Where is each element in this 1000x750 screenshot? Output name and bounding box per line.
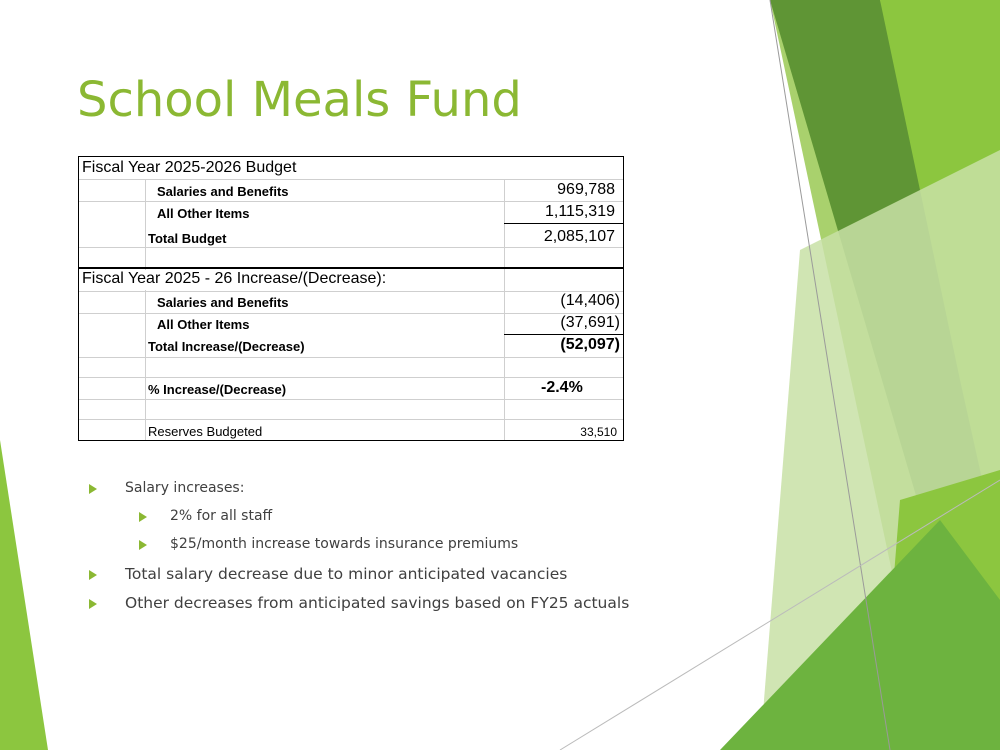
bullet-arrow-icon [89, 599, 97, 609]
budget-header: Fiscal Year 2025-2026 Budget [82, 159, 297, 176]
change-total-label: Total Increase/(Decrease) [148, 339, 305, 354]
row-line [79, 357, 623, 378]
budget-table [78, 156, 624, 441]
salaries-value: 969,788 [557, 181, 615, 198]
change-other-value: (37,691) [560, 314, 620, 331]
pct-label: % Increase/(Decrease) [148, 382, 287, 397]
change-total-value: (52,097) [560, 336, 620, 353]
change-salaries-value: (14,406) [560, 292, 620, 309]
bullet-arrow-icon [139, 540, 147, 550]
bullet-item: Salary increases: [125, 480, 245, 496]
row-line [79, 247, 623, 269]
change-other-label: All Other Items [157, 317, 250, 332]
sub-bullet-item: 2% for all staff [170, 508, 273, 524]
change-salaries-label: Salaries and Benefits [157, 295, 289, 310]
bullet-item: Total salary decrease due to minor anticipated vacancies [125, 565, 568, 583]
slide-title: School Meals Fund [77, 72, 522, 128]
total-budget-label: Total Budget [148, 231, 227, 246]
pct-value: -2.4% [541, 379, 583, 396]
bullet-arrow-icon [89, 570, 97, 580]
bullet-arrow-icon [139, 512, 147, 522]
row-line [79, 399, 623, 420]
other-items-value: 1,115,319 [545, 203, 615, 220]
bullet-arrow-icon [89, 484, 97, 494]
bullet-item: Other decreases from anticipated savings based on FY25 actuals [125, 594, 630, 612]
salaries-label: Salaries and Benefits [157, 184, 289, 199]
reserves-label: Reserves Budgeted [148, 424, 263, 439]
left-green-sliver [0, 440, 48, 750]
reserves-value: 33,510 [580, 425, 617, 439]
change-header: Fiscal Year 2025 - 26 Increase/(Decrease): [82, 270, 387, 287]
other-items-label: All Other Items [157, 206, 250, 221]
total-budget-value: 2,085,107 [543, 228, 615, 245]
sub-bullet-item: $25/month increase towards insurance premiums [170, 536, 519, 552]
